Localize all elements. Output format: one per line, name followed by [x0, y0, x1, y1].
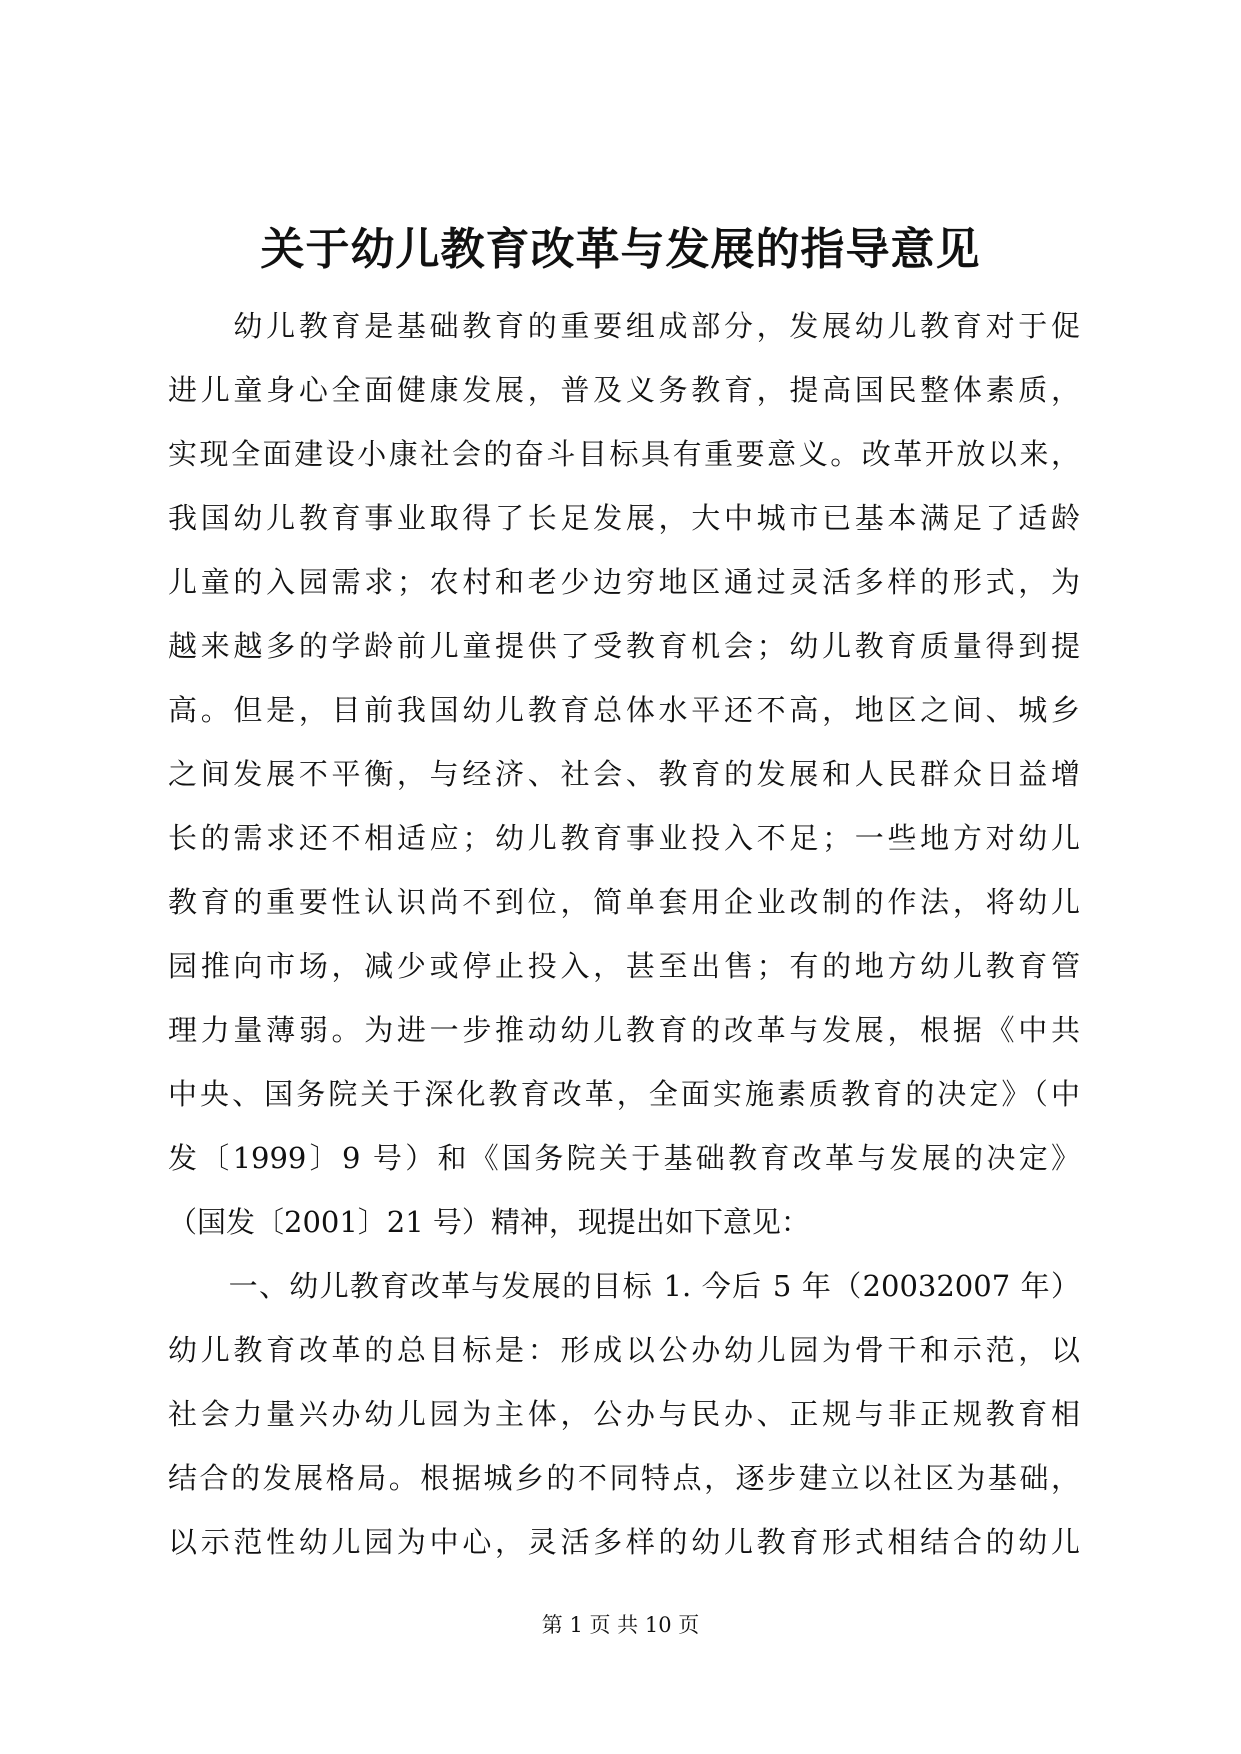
body-line: 发〔1999〕9 号）和《国务院关于基础教育改革与发展的决定》 [168, 1141, 1080, 1175]
body-line: 长的需求还不相适应；幼儿教育事业投入不足；一些地方对幼儿 [168, 821, 1080, 855]
body-line: 儿童的入园需求；农村和老少边穷地区通过灵活多样的形式，为 [168, 565, 1080, 599]
body-line: 中央、国务院关于深化教育改革，全面实施素质教育的决定》（中 [168, 1077, 1080, 1111]
body-line: 社会力量兴办幼儿园为主体，公办与民办、正规与非正规教育相 [168, 1397, 1080, 1431]
body-line: 一、幼儿教育改革与发展的目标 1. 今后 5 年（20032007 年） [168, 1269, 1080, 1303]
body-line: 越来越多的学龄前儿童提供了受教育机会；幼儿教育质量得到提 [168, 629, 1080, 663]
body-line: 教育的重要性认识尚不到位，简单套用企业改制的作法，将幼儿 [168, 885, 1080, 919]
document-body [168, 294, 1080, 1574]
body-line: 我国幼儿教育事业取得了长足发展，大中城市已基本满足了适龄 [168, 501, 1080, 535]
document-title: 关于幼儿教育改革与发展的指导意见 [260, 224, 981, 275]
body-line: 理力量薄弱。为进一步推动幼儿教育的改革与发展，根据《中共 [168, 1013, 1080, 1047]
body-line: 进儿童身心全面健康发展，普及义务教育，提高国民整体素质， [168, 373, 1080, 407]
body-line: 幼儿教育改革的总目标是：形成以公办幼儿园为骨干和示范，以 [168, 1333, 1080, 1367]
body-line: 高。但是，目前我国幼儿教育总体水平还不高，地区之间、城乡 [168, 693, 1080, 727]
body-line: 实现全面建设小康社会的奋斗目标具有重要意义。改革开放以来， [168, 437, 1080, 471]
body-line: 以示范性幼儿园为中心，灵活多样的幼儿教育形式相结合的幼儿 [168, 1525, 1080, 1559]
body-line: 结合的发展格局。根据城乡的不同特点，逐步建立以社区为基础， [168, 1461, 1080, 1495]
body-line: 园推向市场，减少或停止投入，甚至出售；有的地方幼儿教育管 [168, 949, 1080, 983]
body-line: 幼儿教育是基础教育的重要组成部分，发展幼儿教育对于促 [168, 309, 1080, 343]
body-line-paragraph-end: （国发〔2001〕21 号）精神，现提出如下意见： [168, 1205, 810, 1239]
page-footer: 第 1 页 共 10 页 [541, 1613, 700, 1637]
body-line: 之间发展不平衡，与经济、社会、教育的发展和人民群众日益增 [168, 757, 1080, 791]
